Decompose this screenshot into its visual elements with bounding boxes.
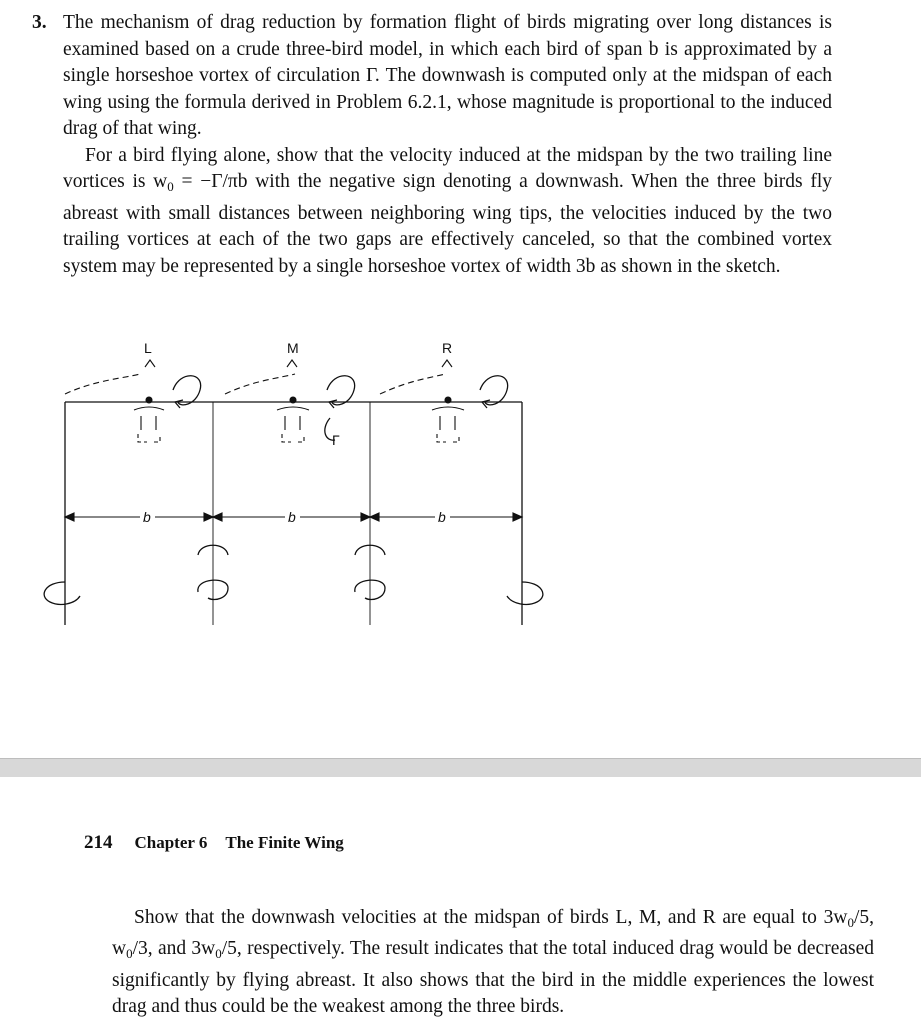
span-label-2: b bbox=[288, 509, 296, 525]
para2-subscript: 0 bbox=[167, 179, 174, 194]
bird-label-L: L bbox=[144, 340, 152, 356]
bird-L bbox=[65, 360, 164, 442]
para2-text-b: = −Γ/πb with the negative sign denoting a downwash. When the three birds fly abreast with small distances between neighboring wing tips, the velocities induced by the two trailing vortices at each of the two gaps are effectively canceled, so that the combined vortex system may be represented by a single horseshoe vortex of width 3b as shown in the sketch. bbox=[63, 171, 832, 277]
span-label-1: b bbox=[143, 509, 151, 525]
problem-paragraph-1: The mechanism of drag reduction by formation flight of birds migrating over long distances is examined based on a crude three-bird model, in which each bird of span b is approximated by a single horseshoe vortex of circulation Γ. The downwash is computed only at the midspan of each wing using the formula derived in Problem 6.2.1, whose magnitude is proportional to the induced drag of that wing. bbox=[63, 12, 832, 139]
cont-sub-1: 0 bbox=[847, 914, 854, 930]
cont-text-2: /5, w bbox=[112, 906, 874, 959]
bird-R bbox=[380, 360, 464, 442]
cont-text-1: Show that the downwash velocities at the midspan of birds L, M, and R are equal to 3w bbox=[134, 906, 848, 928]
problem-3 bbox=[32, 10, 832, 280]
cont-text-4: /5, respectively. The result indicates that the total induced drag would be decreased significantly by flying abreast. It also shows that the bird in the middle experiences the lowest drag and thus could be the weakest among the three birds. bbox=[112, 938, 875, 1017]
circulation-loop-R bbox=[480, 376, 508, 405]
cont-sub-3: 0 bbox=[215, 946, 222, 961]
trailing-swirl-left bbox=[44, 582, 80, 604]
chapter-title: The Finite Wing bbox=[225, 833, 344, 852]
para2-text-a: For a bird flying alone, show that the velocity induced at the midspan by the two trailing line vortices is w bbox=[63, 144, 832, 192]
problem-paragraph-2 bbox=[63, 143, 832, 281]
lower-page bbox=[0, 777, 921, 1024]
cont-text-3: /3, and 3w bbox=[132, 938, 216, 959]
circulation-label: Γ bbox=[332, 432, 340, 448]
bird-label-R: R bbox=[442, 340, 453, 356]
problem-number: 3. bbox=[32, 12, 47, 33]
cont-sub-2: 0 bbox=[126, 946, 133, 961]
running-head bbox=[84, 832, 344, 854]
circulation-loop-M bbox=[327, 376, 355, 405]
continuation-paragraph bbox=[112, 905, 874, 1021]
horseshoe-vortex-figure bbox=[30, 330, 570, 630]
page-gap-divider bbox=[0, 758, 921, 778]
circulation-loop-L bbox=[173, 376, 201, 405]
span-label-3: b bbox=[438, 509, 446, 525]
bird-M bbox=[225, 360, 309, 442]
bird-label-M: M bbox=[287, 340, 299, 356]
trailing-swirl-right bbox=[507, 582, 543, 604]
chapter-number: Chapter 6 bbox=[134, 833, 208, 852]
vortex-sketch bbox=[30, 330, 570, 630]
page-number: 214 bbox=[84, 832, 113, 853]
